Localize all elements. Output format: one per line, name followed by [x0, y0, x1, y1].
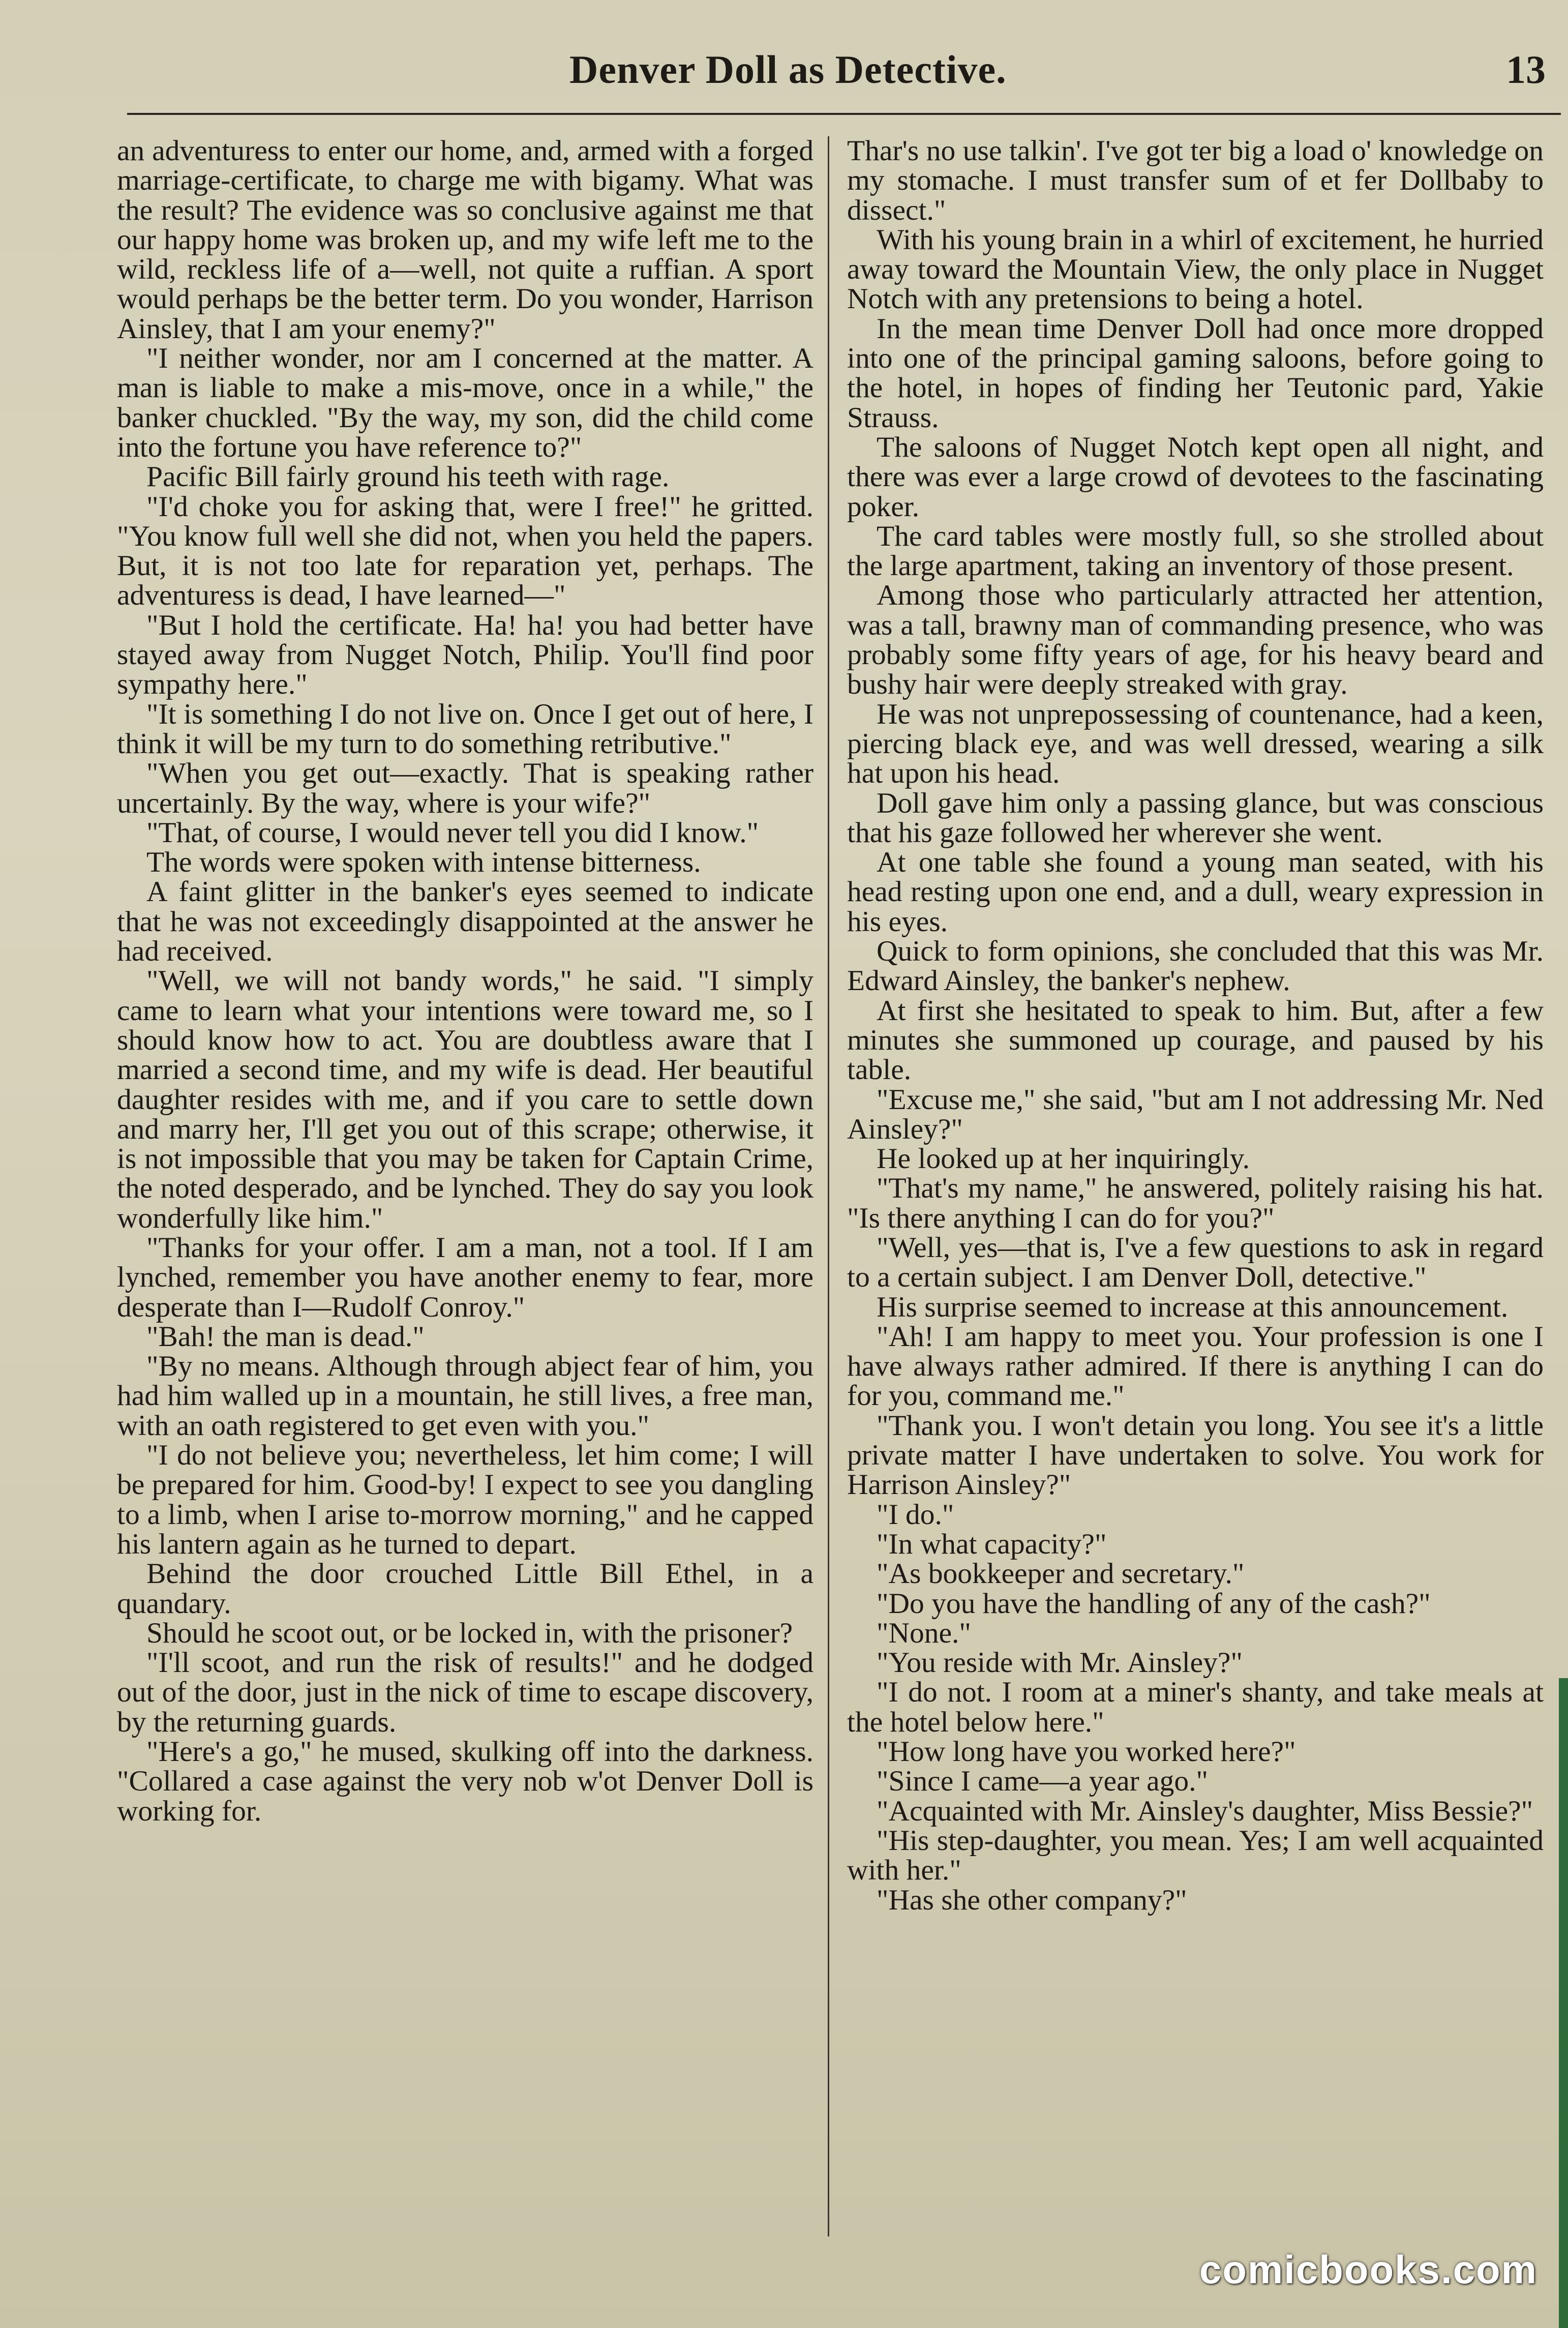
paragraph: "Well, yes—that is, I've a few questions to ask in regard to a certain subject. I am Denver Doll, detective." — [847, 1231, 1544, 1294]
paragraph: "I do not believe you; nevertheless, let him come; I will be prepared for him. Good-by! I expect to see you dangling to a limb, when I arise to-morrow morning," and he capped his lantern again as he turned to depart. — [117, 1439, 813, 1560]
paragraph: Thar's no use talkin'. I've got ter big a load o' knowledge on my stomache. I must transfer sum of et fer Dollbaby to dissect." — [847, 136, 1544, 226]
paragraph: "Well, we will not bandy words," he said. "I simply came to learn what your intentions were toward me, so I should know how to act. You are doubtless aware that I married a second time, and my wife is dead. Her beautiful daughter resides with me, and if you care to settle down and marry her, I'll get you out of this scrape; otherwise, it is not impossible that you may be taken for Captain Crime, the noted desperado, and be lynched. They do say you look wonderfully like him." — [117, 965, 813, 1234]
paragraph: "I do not. I room at a miner's shanty, and take meals at the hotel below here." — [847, 1676, 1544, 1738]
paragraph: "As bookkeeper and secretary." — [877, 1558, 1245, 1590]
paragraph: In the mean time Denver Doll had once more dropped into one of the principal gaming saloons, before going to the hotel, in hopes of finding her Teutonic pard, Yakie Strauss. — [847, 312, 1544, 434]
paragraph: "When you get out—exactly. That is speaking rather uncertainly. By the way, where is your wife?" — [117, 757, 813, 819]
paragraph: He was not unprepossessing of countenance, had a keen, piercing black eye, and was well dressed, wearing a silk hat upon his head. — [847, 698, 1544, 790]
paragraph: At first she hesitated to speak to him. But, after a few minutes she summoned up courage, and paused by his table. — [847, 994, 1544, 1086]
paragraph: "Thank you. I won't detain you long. You see it's a little private matter I have undertaken to solve. You work for Harrison Ainsley?" — [847, 1409, 1544, 1501]
paragraph: Should he scoot out, or be locked in, with the prisoner? — [146, 1617, 793, 1649]
paragraph: Among those who particularly attracted her attention, was a tall, brawny man of commanding presence, who was probably some fifty years of age, for his heavy beard and bushy hair were deeply streaked with gray. — [847, 579, 1544, 701]
paragraph: "I do." — [877, 1498, 954, 1531]
paragraph: "Acquainted with Mr. Ainsley's daughter, Miss Bessie?" — [877, 1795, 1533, 1827]
paragraph: Pacific Bill fairly ground his teeth with rage. — [146, 461, 670, 493]
running-title: Denver Doll as Detective. — [569, 47, 1007, 92]
paragraph: He looked up at her inquiringly. — [877, 1143, 1250, 1175]
paragraph: "Do you have the handling of any of the cash?" — [877, 1587, 1431, 1620]
paragraph: "How long have you worked here?" — [877, 1736, 1296, 1768]
paragraph: "I'll scoot, and run the risk of results!" and he dodged out of the door, just in the nick of time to escape discovery, by the returning guards. — [117, 1647, 813, 1738]
paragraph: The card tables were mostly full, so she strolled about the large apartment, taking an inventory of those present. — [847, 520, 1544, 582]
paragraph: "I'd choke you for asking that, were I free!" he gritted. "You know full well she did not, when you held the papers. But, it is not too late for reparation yet, perhaps. The adventuress is dead, I have learned—" — [117, 490, 813, 612]
page-number: 13 — [1506, 47, 1546, 92]
paragraph: "Thanks for your offer. I am a man, not a tool. If I am lynched, remember you have another enemy to fear, more desperate than I—Rudolf Conroy." — [117, 1231, 813, 1323]
left-column — [117, 136, 813, 2247]
paragraph: Doll gave him only a passing glance, but was conscious that his gaze followed her wherever she went. — [847, 787, 1544, 849]
paragraph: "It is something I do not live on. Once I get out of here, I think it will be my turn to do something retributive." — [117, 698, 813, 760]
paragraph: an adventuress to enter our home, and, armed with a forged marriage-certificate, to charge me with bigamy. What was the result? The evidence was so conclusive against me that our happy home was broken up, and my wife left me to the wild, reckless life of a—well, not quite a ruffian. A sport would perhaps be the better term. Do you wonder, Harrison Ainsley, that I am your enemy?" — [117, 136, 813, 345]
paragraph: "His step-daughter, you mean. Yes; I am well acquainted with her." — [847, 1824, 1544, 1887]
paragraph: Behind the door crouched Little Bill Ethel, in a quandary. — [117, 1558, 813, 1620]
paragraph: A faint glitter in the banker's eyes seemed to indicate that he was not exceedingly disappointed at the answer he had received. — [117, 876, 813, 968]
paragraph: "None." — [877, 1617, 971, 1649]
paragraph: "Since I came—a year ago." — [877, 1765, 1208, 1798]
paragraph: "By no means. Although through abject fear of him, you had him walled up in a mountain, he still lives, a free man, with an oath registered to get even with you." — [117, 1350, 813, 1442]
paragraph: With his young brain in a whirl of excitement, he hurried away toward the Mountain View, the only place in Nugget Notch with any pretensions to being a hotel. — [847, 223, 1544, 315]
paragraph: "That, of course, I would never tell you did I know." — [146, 816, 759, 849]
paragraph: "Has she other company?" — [877, 1884, 1187, 1916]
paragraph: "You reside with Mr. Ainsley?" — [877, 1647, 1243, 1679]
header-rule — [127, 113, 1561, 115]
paragraph: "But I hold the certificate. Ha! ha! you had better have stayed away from Nugget Notch, Philip. You'll find poor sympathy here." — [117, 609, 813, 701]
paragraph: "Here's a go," he mused, skulking off into the darkness. "Collared a case against the very nob w'ot Denver Doll is working for. — [117, 1736, 813, 1827]
paragraph: "In what capacity?" — [877, 1528, 1107, 1560]
paragraph: "Bah! the man is dead." — [146, 1320, 425, 1353]
paragraph: The words were spoken with intense bitterness. — [146, 846, 701, 879]
column-divider — [828, 136, 829, 2236]
watermark: comicbooks.com — [1199, 2247, 1537, 2292]
paragraph: His surprise seemed to increase at this announcement. — [877, 1291, 1509, 1323]
paragraph: "Excuse me," she said, "but am I not addressing Mr. Ned Ainsley?" — [847, 1083, 1544, 1145]
paragraph: Quick to form opinions, she concluded that this was Mr. Edward Ainsley, the banker's nephew. — [847, 935, 1544, 997]
paragraph: "I neither wonder, nor am I concerned at the matter. A man is liable to make a mis-move, once in a while," the banker chuckled. "By the way, my son, did the child come into the fortune you have reference to?" — [117, 342, 813, 463]
green-edge — [1559, 1678, 1568, 2328]
page-header — [117, 37, 1561, 103]
paragraph: At one table she found a young man seated, with his head resting upon one end, and a dull, weary expression in his eyes. — [847, 846, 1544, 938]
paragraph: "Ah! I am happy to meet you. Your profession is one I have always rather admired. If there is anything I can do for you, command me." — [847, 1320, 1544, 1412]
paragraph: "That's my name," he answered, politely raising his hat. "Is there anything I can do for you?" — [847, 1172, 1544, 1234]
paragraph: The saloons of Nugget Notch kept open all night, and there was ever a large crowd of devotees to the fascinating poker. — [847, 431, 1544, 523]
right-column — [847, 136, 1544, 2247]
